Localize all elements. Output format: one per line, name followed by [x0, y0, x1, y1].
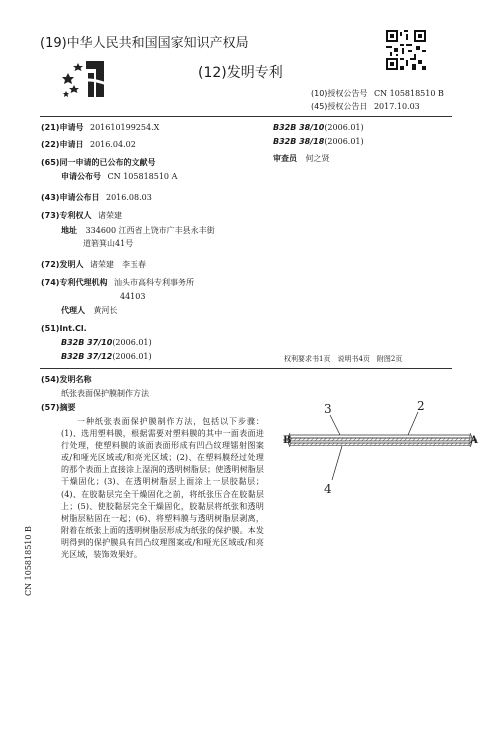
agent-label: 代理人	[61, 306, 85, 315]
agency-label: (74)专利代理机构	[41, 278, 108, 287]
invention-name-label: (54)发明名称	[41, 375, 92, 384]
intcl-version: (2006.01)	[112, 352, 152, 361]
agency-code: 44103	[120, 292, 146, 301]
intcl-code: B32B 37/10	[61, 338, 113, 347]
pub-date-row	[311, 101, 420, 112]
paper-layer	[290, 443, 470, 446]
app-date-label: (22)申请日	[41, 140, 84, 149]
intcl-code: B32B 37/12	[61, 352, 113, 361]
resin-layer	[290, 438, 470, 441]
class-code: B32B 38/10	[273, 123, 325, 132]
agent: 黄河长	[93, 306, 118, 315]
class-row-2	[273, 136, 364, 147]
owner: 诸荣建	[98, 211, 122, 220]
app-number-row	[41, 122, 159, 133]
header-divider	[40, 116, 452, 117]
class-code: B32B 38/18	[273, 137, 325, 146]
address-label: 地址	[61, 226, 77, 235]
qr-code-icon	[386, 30, 426, 70]
intcl-version: (2006.01)	[112, 338, 152, 347]
address-row	[61, 225, 215, 236]
inventor-label: (72)发明人	[41, 260, 84, 269]
pub-app-number: CN 105818510 A	[107, 172, 178, 181]
abstract-label: (57)摘要	[41, 403, 76, 412]
figure-label-4: 4	[324, 482, 332, 496]
figure-label-a: A	[470, 435, 478, 446]
office-title: (19)中华人民共和国国家知识产权局	[40, 36, 249, 51]
layer-cross-section-figure	[280, 395, 480, 505]
app-date: 2016.04.02	[90, 140, 136, 149]
intcl-row-1	[61, 337, 152, 348]
cnipa-logo-icon	[60, 55, 112, 101]
pub-app-row	[61, 171, 177, 182]
pub-number-row	[311, 88, 444, 99]
leader-line-4	[332, 446, 342, 480]
examiner: 何之贤	[305, 154, 330, 163]
agent-row	[61, 305, 118, 316]
pub-date-label: (45)授权公告日	[311, 102, 368, 111]
examiner-label: 审查员	[273, 154, 297, 163]
abstract-text: 一种纸张表面保护膜制作方法，包括以下步骤：(1)、选用塑料膜，根据需要对塑料膜的其中一面表面进行处理，使塑料膜的该面表面形成有凹凸纹理镭射图案或/和哑光区域或/和亮光区域；(2)、在塑料膜经过处理的那个表面上直接涂上湿润的透明树脂层；使透明树脂层干燥固化；(3)、在透明树脂层上面涂上一层胶黏层；(4)、在胶黏层完全干燥固化之前，将纸张压合在胶黏层上；(5)、使胶黏层完全干燥固化，胶黏层将纸张和透明树脂层粘固在一起；(6)、将塑料膜与透明树脂层剥离，附着在纸张上面的透明树脂层形成为纸张的保护膜。本发明得到的保护膜具有凹凸纹理图案或/和哑光区域或/和亮光区域，装饰效果好。	[61, 417, 264, 560]
figure-label-3: 3	[324, 402, 332, 416]
address-line1: 334600 江西省上饶市广丰县永丰街	[85, 226, 215, 235]
intcl-label: (51)Int.Cl.	[41, 324, 87, 333]
owner-label: (73)专利权人	[41, 211, 92, 220]
app-number: 201610199254.X	[90, 123, 160, 132]
class-row-1	[273, 122, 364, 133]
app-pub-date: 2016.08.03	[106, 193, 152, 202]
class-version: (2006.01)	[324, 123, 364, 132]
agency: 汕头市高科专利事务所	[114, 278, 194, 287]
body-divider	[40, 368, 452, 369]
app-number-label: (21)申请号	[41, 123, 84, 132]
figure-label-b: B	[283, 435, 292, 446]
inventors: 诸荣建 李玉春	[90, 260, 146, 269]
address-line2: 道箬箕山41号	[83, 239, 134, 248]
leader-line-2	[408, 412, 418, 435]
pub-app-label: 申请公布号	[61, 172, 101, 181]
intcl-row-2	[61, 351, 152, 362]
class-version: (2006.01)	[324, 137, 364, 146]
leader-line-3	[330, 415, 340, 435]
film-layer-top	[290, 435, 470, 438]
examiner-row	[273, 153, 330, 164]
app-pub-date-label: (43)申请公布日	[41, 193, 100, 202]
invention-name: 纸张表面保护膜制作方法	[61, 389, 149, 398]
pub-number-label: (10)授权公告号	[311, 89, 368, 98]
document-type: (12)发明专利	[198, 65, 283, 81]
same-app-label: (65)同一申请的已公布的文献号	[41, 158, 156, 167]
pub-date: 2017.10.03	[373, 102, 420, 111]
inventor-row	[41, 259, 146, 270]
agency-row	[41, 277, 194, 288]
app-pub-date-row	[41, 192, 152, 203]
owner-row	[41, 210, 122, 221]
figure-label-2: 2	[417, 399, 425, 413]
app-date-row	[41, 139, 136, 150]
adhesive-layer	[290, 441, 470, 443]
side-pub-number: CN 105818510 B	[24, 526, 33, 596]
pub-number: CN 105818510 B	[373, 89, 444, 98]
pages-note: 权利要求书1页 说明书4页 附图2页	[284, 355, 403, 363]
